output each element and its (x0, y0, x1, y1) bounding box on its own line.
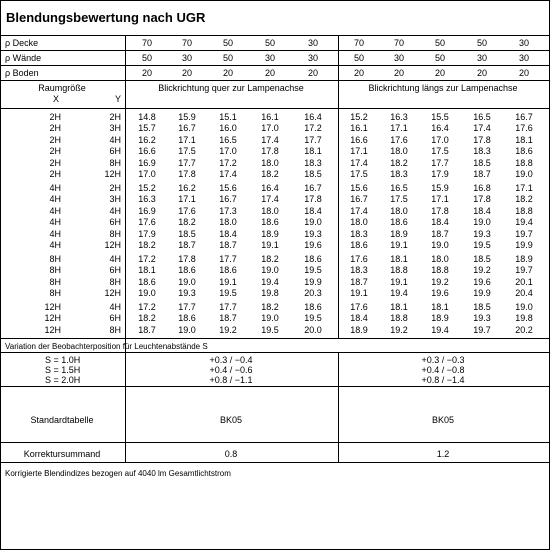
room-x: 2H (49, 146, 61, 157)
ugr-value-quer: 18.2 (261, 169, 279, 179)
ugr-value-laengs: 17.8 (431, 205, 449, 216)
ugr-value-quer: 19.8 (261, 288, 279, 299)
ugr-value-laengs: 20.2 (515, 324, 533, 335)
variation-laengs: +0.3 / −0.3 (421, 355, 465, 365)
ugr-value-laengs: 19.3 (473, 313, 491, 324)
ugr-value-quer: 17.8 (178, 254, 196, 264)
ugr-value-quer: 17.8 (178, 169, 196, 179)
room-x: 12H (44, 324, 61, 335)
ugr-value-laengs: 18.9 (431, 313, 449, 324)
ugr-value-quer: 19.5 (304, 265, 322, 276)
ugr-value-laengs: 18.0 (350, 217, 368, 228)
ugr-value-quer: 19.5 (219, 288, 237, 299)
ugr-value-quer: 18.4 (304, 205, 322, 216)
ugr-value-laengs: 19.2 (431, 276, 449, 287)
reflectance-label: ρ Boden (5, 68, 39, 78)
room-size-header: Raumgröße (38, 83, 86, 93)
reflectance-value: 70 (393, 38, 404, 48)
reflectance-value: 50 (222, 38, 233, 48)
ugr-value-laengs: 16.7 (515, 112, 533, 122)
ugr-value-quer: 18.7 (178, 240, 196, 250)
ugr-value-laengs: 18.9 (390, 228, 408, 239)
ugr-value-laengs: 18.7 (431, 228, 449, 239)
ugr-value-quer: 17.2 (219, 157, 237, 168)
room-x: 12H (44, 313, 61, 324)
variation-title-rule (0, 352, 550, 353)
room-x: 2H (49, 123, 61, 134)
ugr-value-quer: 15.2 (138, 183, 156, 193)
ugr-value-quer: 19.1 (219, 276, 237, 287)
room-y: 8H (109, 324, 121, 335)
room-x: 8H (49, 288, 61, 299)
ugr-value-laengs: 16.3 (390, 112, 408, 122)
ugr-value-laengs: 17.4 (350, 157, 368, 168)
ugr-value-quer: 16.4 (261, 183, 279, 193)
room-x: 4H (49, 205, 61, 216)
room-x: 2H (49, 112, 61, 122)
ugr-value-quer: 18.2 (138, 313, 156, 324)
ugr-value-quer: 18.2 (178, 217, 196, 228)
ugr-value-laengs: 18.4 (431, 217, 449, 228)
ugr-value-quer: 18.1 (304, 146, 322, 157)
ugr-value-laengs: 17.5 (350, 169, 368, 179)
page-title: Blendungsbewertung nach UGR (6, 10, 206, 25)
ugr-value-quer: 19.0 (178, 324, 196, 335)
ugr-value-laengs: 18.8 (515, 157, 533, 168)
ugr-value-quer: 18.5 (304, 169, 322, 179)
room-y: 4H (109, 134, 121, 145)
ugr-value-quer: 19.9 (304, 276, 322, 287)
ugr-value-quer: 20.0 (304, 324, 322, 335)
reflectance-row-rule (0, 80, 550, 81)
ugr-value-laengs: 16.5 (390, 183, 408, 193)
variation-laengs: +0.8 / −1.4 (421, 375, 465, 385)
reflectance-value: 50 (141, 53, 152, 63)
ugr-value-quer: 18.4 (219, 228, 237, 239)
ugr-value-laengs: 20.4 (515, 288, 533, 299)
ugr-value-laengs: 17.0 (431, 134, 449, 145)
ugr-value-quer: 18.9 (261, 228, 279, 239)
room-y: 6H (109, 265, 121, 276)
ugr-value-laengs: 18.1 (431, 302, 449, 312)
room-x: 8H (49, 276, 61, 287)
ugr-value-laengs: 18.4 (473, 205, 491, 216)
room-x: 2H (49, 134, 61, 145)
reflectance-value: 20 (353, 68, 364, 78)
variation-quer: +0.3 / −0.4 (209, 355, 253, 365)
ugr-value-laengs: 19.3 (473, 228, 491, 239)
correction-label: Korrektursummand (23, 449, 101, 459)
reflectance-value: 70 (181, 38, 192, 48)
laengs-header: Blickrichtung längs zur Lampenachse (368, 83, 518, 93)
spacing-label: S = 1.0H (45, 355, 81, 365)
reflectance-value: 50 (222, 53, 233, 63)
ugr-value-laengs: 18.3 (350, 265, 368, 276)
room-x: 2H (49, 157, 61, 168)
ugr-value-laengs: 19.0 (515, 302, 533, 312)
ugr-value-quer: 17.5 (178, 146, 196, 157)
room-x: 8H (49, 254, 61, 264)
ugr-value-quer: 17.4 (261, 194, 279, 205)
ugr-value-quer: 15.9 (178, 112, 196, 122)
ugr-value-quer: 18.0 (219, 217, 237, 228)
ugr-value-quer: 15.6 (219, 183, 237, 193)
ugr-value-laengs: 19.7 (515, 228, 533, 239)
ugr-value-laengs: 17.1 (390, 123, 408, 134)
room-y: 8H (109, 228, 121, 239)
room-x: 8H (49, 265, 61, 276)
reflectance-value: 50 (264, 38, 275, 48)
ugr-value-laengs: 18.6 (515, 146, 533, 157)
reflectance-value: 30 (307, 38, 318, 48)
ugr-value-laengs: 16.6 (350, 134, 368, 145)
spacing-label: S = 2.0H (45, 375, 81, 385)
ugr-value-quer: 16.2 (138, 134, 156, 145)
ugr-value-quer: 15.7 (138, 123, 156, 134)
reflectance-value: 30 (393, 53, 404, 63)
room-y: 12H (104, 288, 121, 299)
ugr-value-laengs: 18.3 (350, 228, 368, 239)
room-x: 2H (49, 169, 61, 179)
room-y: 3H (109, 194, 121, 205)
ugr-value-quer: 17.4 (261, 134, 279, 145)
ugr-value-laengs: 19.2 (473, 265, 491, 276)
ugr-value-quer: 19.0 (261, 313, 279, 324)
ugr-value-laengs: 20.1 (515, 276, 533, 287)
column-divider-middle (338, 352, 339, 462)
ugr-value-laengs: 19.5 (473, 240, 491, 250)
ugr-value-laengs: 17.1 (350, 146, 368, 157)
room-x: 4H (49, 228, 61, 239)
room-x: 12H (44, 302, 61, 312)
ugr-value-quer: 16.5 (219, 134, 237, 145)
reflectance-value: 50 (434, 53, 445, 63)
ugr-value-laengs: 17.7 (431, 157, 449, 168)
ugr-value-laengs: 18.0 (390, 146, 408, 157)
reflectance-value: 20 (264, 68, 275, 78)
reflectance-value: 30 (181, 53, 192, 63)
ugr-value-quer: 17.0 (219, 146, 237, 157)
correction-laengs: 1.2 (436, 449, 450, 459)
reflectance-label: ρ Decke (5, 38, 39, 48)
reflectance-row-rule (0, 50, 550, 51)
ugr-value-quer: 16.7 (304, 183, 322, 193)
reflectance-row-rule (0, 65, 550, 66)
ugr-value-quer: 20.3 (304, 288, 322, 299)
title-rule (0, 35, 550, 36)
ugr-value-laengs: 18.2 (390, 157, 408, 168)
room-y: 4H (109, 205, 121, 216)
ugr-value-quer: 17.7 (178, 302, 196, 312)
room-x: 4H (49, 217, 61, 228)
ugr-value-quer: 19.3 (304, 228, 322, 239)
ugr-value-quer: 18.6 (304, 254, 322, 264)
ugr-value-laengs: 19.7 (473, 324, 491, 335)
reflectance-value: 70 (353, 38, 364, 48)
header-rule (0, 108, 550, 109)
ugr-value-laengs: 16.4 (431, 123, 449, 134)
reflectance-value: 30 (518, 38, 529, 48)
room-y: 3H (109, 123, 121, 134)
ugr-value-laengs: 19.0 (515, 169, 533, 179)
ugr-value-quer: 16.1 (261, 112, 279, 122)
ugr-value-quer: 15.1 (219, 112, 237, 122)
ugr-value-laengs: 16.1 (350, 123, 368, 134)
ugr-value-quer: 17.7 (304, 134, 322, 145)
ugr-value-laengs: 19.0 (431, 240, 449, 250)
ugr-value-laengs: 18.9 (515, 254, 533, 264)
ugr-value-laengs: 17.1 (515, 183, 533, 193)
room-y: 4H (109, 254, 121, 264)
ugr-value-quer: 19.0 (304, 217, 322, 228)
ugr-value-laengs: 18.8 (390, 313, 408, 324)
ugr-value-laengs: 18.7 (473, 169, 491, 179)
ugr-value-laengs: 19.6 (473, 276, 491, 287)
room-y: 6H (109, 217, 121, 228)
ugr-value-quer: 16.7 (219, 194, 237, 205)
ugr-value-quer: 17.1 (178, 134, 196, 145)
room-x: 4H (49, 194, 61, 205)
ugr-value-laengs: 16.5 (473, 112, 491, 122)
ugr-value-laengs: 17.8 (473, 134, 491, 145)
variation-quer: +0.4 / −0.6 (209, 365, 253, 375)
room-y: 12H (104, 169, 121, 179)
ugr-value-quer: 19.1 (261, 240, 279, 250)
ugr-value-laengs: 15.2 (350, 112, 368, 122)
footnote: Korrigierte Blendindizes bezogen auf 4040 lm Gesamtlichtstrom (5, 469, 231, 478)
ugr-value-quer: 18.7 (138, 324, 156, 335)
ugr-value-quer: 16.9 (138, 157, 156, 168)
ugr-value-quer: 17.8 (304, 194, 322, 205)
ugr-value-laengs: 17.5 (390, 194, 408, 205)
ugr-value-quer: 17.0 (138, 169, 156, 179)
ugr-value-laengs: 18.3 (390, 169, 408, 179)
table-bottom-rule (0, 338, 550, 339)
ugr-value-quer: 18.0 (261, 157, 279, 168)
ugr-value-laengs: 18.1 (390, 254, 408, 264)
ugr-value-quer: 17.9 (138, 228, 156, 239)
ugr-value-quer: 17.6 (178, 205, 196, 216)
ugr-value-quer: 19.2 (219, 324, 237, 335)
ugr-value-laengs: 19.9 (515, 240, 533, 250)
ugr-value-quer: 18.6 (219, 265, 237, 276)
ugr-value-quer: 19.0 (261, 265, 279, 276)
ugr-value-laengs: 18.4 (350, 313, 368, 324)
variation-title: Variation der Beobachterposition für Leuchtenabstände S (5, 342, 208, 351)
standard-table-quer: BK05 (219, 415, 243, 425)
standard-table-laengs: BK05 (431, 415, 455, 425)
standard-rule (0, 442, 550, 443)
ugr-value-quer: 17.3 (219, 205, 237, 216)
ugr-value-quer: 18.2 (138, 240, 156, 250)
ugr-value-quer: 18.3 (304, 157, 322, 168)
standard-table-label: Standardtabelle (30, 415, 94, 425)
korrektur-rule (0, 462, 550, 463)
room-x: 4H (49, 240, 61, 250)
room-y: 8H (109, 276, 121, 287)
reflectance-value: 20 (307, 68, 318, 78)
ugr-value-quer: 17.2 (304, 123, 322, 134)
room-y: 4H (109, 302, 121, 312)
ugr-value-laengs: 15.6 (350, 183, 368, 193)
ugr-value-quer: 19.6 (304, 240, 322, 250)
ugr-value-quer: 18.0 (261, 205, 279, 216)
ugr-value-quer: 18.6 (178, 313, 196, 324)
ugr-value-laengs: 18.6 (390, 217, 408, 228)
ugr-value-quer: 18.6 (261, 217, 279, 228)
ugr-value-quer: 19.0 (138, 288, 156, 299)
ugr-value-quer: 17.1 (178, 194, 196, 205)
reflectance-value: 20 (141, 68, 152, 78)
ugr-value-quer: 16.4 (304, 112, 322, 122)
ugr-value-quer: 16.2 (178, 183, 196, 193)
ugr-value-laengs: 19.1 (390, 276, 408, 287)
variation-laengs: +0.4 / −0.8 (421, 365, 465, 375)
ugr-value-quer: 16.9 (138, 205, 156, 216)
ugr-value-laengs: 18.0 (431, 254, 449, 264)
quer-header: Blickrichtung quer zur Lampenachse (158, 83, 304, 93)
ugr-value-quer: 18.7 (219, 313, 237, 324)
ugr-value-laengs: 18.0 (390, 205, 408, 216)
ugr-value-laengs: 18.8 (390, 265, 408, 276)
variation-quer: +0.8 / −1.1 (209, 375, 253, 385)
room-y: 6H (109, 146, 121, 157)
ugr-value-laengs: 19.6 (431, 288, 449, 299)
ugr-value-laengs: 18.8 (431, 265, 449, 276)
ugr-value-laengs: 17.9 (431, 169, 449, 179)
correction-quer: 0.8 (224, 449, 238, 459)
ugr-value-laengs: 18.8 (515, 205, 533, 216)
ugr-value-laengs: 18.1 (390, 302, 408, 312)
ugr-value-quer: 17.7 (219, 254, 237, 264)
ugr-value-laengs: 18.5 (473, 157, 491, 168)
ugr-value-laengs: 19.4 (515, 217, 533, 228)
reflectance-value: 20 (222, 68, 233, 78)
ugr-value-quer: 16.6 (138, 146, 156, 157)
ugr-value-laengs: 19.0 (473, 217, 491, 228)
ugr-value-quer: 18.2 (261, 302, 279, 312)
reflectance-value: 30 (264, 53, 275, 63)
ugr-value-quer: 18.5 (178, 228, 196, 239)
reflectance-value: 50 (353, 53, 364, 63)
room-y: 6H (109, 313, 121, 324)
reflectance-value: 70 (141, 38, 152, 48)
reflectance-value: 50 (476, 38, 487, 48)
room-y: 12H (104, 240, 121, 250)
reflectance-value: 20 (393, 68, 404, 78)
ugr-value-quer: 18.1 (138, 265, 156, 276)
reflectance-label: ρ Wände (5, 53, 42, 63)
ugr-value-laengs: 18.5 (473, 254, 491, 264)
ugr-value-laengs: 18.1 (515, 134, 533, 145)
ugr-value-laengs: 17.5 (431, 146, 449, 157)
reflectance-value: 20 (434, 68, 445, 78)
ugr-value-quer: 19.5 (304, 313, 322, 324)
ugr-value-laengs: 19.2 (390, 324, 408, 335)
reflectance-value: 20 (181, 68, 192, 78)
ugr-value-quer: 19.5 (261, 324, 279, 335)
ugr-value-laengs: 17.4 (473, 123, 491, 134)
ugr-value-quer: 17.4 (219, 169, 237, 179)
ugr-value-laengs: 19.1 (350, 288, 368, 299)
ugr-value-laengs: 16.7 (350, 194, 368, 205)
room-y: 2H (109, 183, 121, 193)
variation-bottom-rule (0, 386, 550, 387)
ugr-value-laengs: 17.6 (350, 302, 368, 312)
ugr-value-quer: 17.6 (138, 217, 156, 228)
reflectance-value: 20 (476, 68, 487, 78)
ugr-value-quer: 18.7 (219, 240, 237, 250)
reflectance-value: 30 (307, 53, 318, 63)
ugr-value-quer: 17.2 (138, 254, 156, 264)
ugr-value-laengs: 15.5 (431, 112, 449, 122)
reflectance-value: 30 (476, 53, 487, 63)
ugr-value-laengs: 18.7 (350, 276, 368, 287)
ugr-value-quer: 18.6 (138, 276, 156, 287)
room-y: 8H (109, 157, 121, 168)
ugr-value-laengs: 19.4 (390, 288, 408, 299)
room-x: 4H (49, 183, 61, 193)
ugr-value-laengs: 19.1 (390, 240, 408, 250)
ugr-value-laengs: 16.8 (473, 183, 491, 193)
ugr-value-laengs: 17.1 (431, 194, 449, 205)
ugr-value-quer: 16.7 (178, 123, 196, 134)
spacing-label: S = 1.5H (45, 365, 81, 375)
room-y: 2H (109, 112, 121, 122)
ugr-value-quer: 18.2 (261, 254, 279, 264)
ugr-value-quer: 16.0 (219, 123, 237, 134)
ugr-value-quer: 19.4 (261, 276, 279, 287)
ugr-value-laengs: 18.2 (515, 194, 533, 205)
reflectance-value: 30 (518, 53, 529, 63)
y-header: Y (114, 94, 121, 104)
ugr-value-quer: 14.8 (138, 112, 156, 122)
ugr-value-quer: 17.2 (138, 302, 156, 312)
ugr-value-quer: 17.7 (178, 157, 196, 168)
ugr-value-laengs: 19.4 (431, 324, 449, 335)
ugr-value-laengs: 17.6 (350, 254, 368, 264)
ugr-value-laengs: 18.6 (350, 240, 368, 250)
x-header: X (52, 94, 59, 104)
ugr-value-quer: 18.6 (178, 265, 196, 276)
ugr-value-laengs: 17.6 (515, 123, 533, 134)
ugr-value-quer: 16.3 (138, 194, 156, 205)
ugr-value-quer: 17.8 (261, 146, 279, 157)
ugr-value-quer: 17.0 (261, 123, 279, 134)
reflectance-value: 20 (518, 68, 529, 78)
ugr-value-quer: 19.3 (178, 288, 196, 299)
ugr-value-quer: 18.6 (304, 302, 322, 312)
ugr-value-laengs: 17.6 (390, 134, 408, 145)
ugr-value-laengs: 17.8 (473, 194, 491, 205)
ugr-value-laengs: 18.3 (473, 146, 491, 157)
ugr-value-laengs: 19.9 (473, 288, 491, 299)
ugr-value-laengs: 17.4 (350, 205, 368, 216)
ugr-value-quer: 17.7 (219, 302, 237, 312)
ugr-value-quer: 19.0 (178, 276, 196, 287)
ugr-value-laengs: 18.5 (473, 302, 491, 312)
ugr-value-laengs: 19.8 (515, 313, 533, 324)
reflectance-value: 50 (434, 38, 445, 48)
ugr-value-laengs: 15.9 (431, 183, 449, 193)
ugr-value-laengs: 18.9 (350, 324, 368, 335)
ugr-value-laengs: 19.7 (515, 265, 533, 276)
